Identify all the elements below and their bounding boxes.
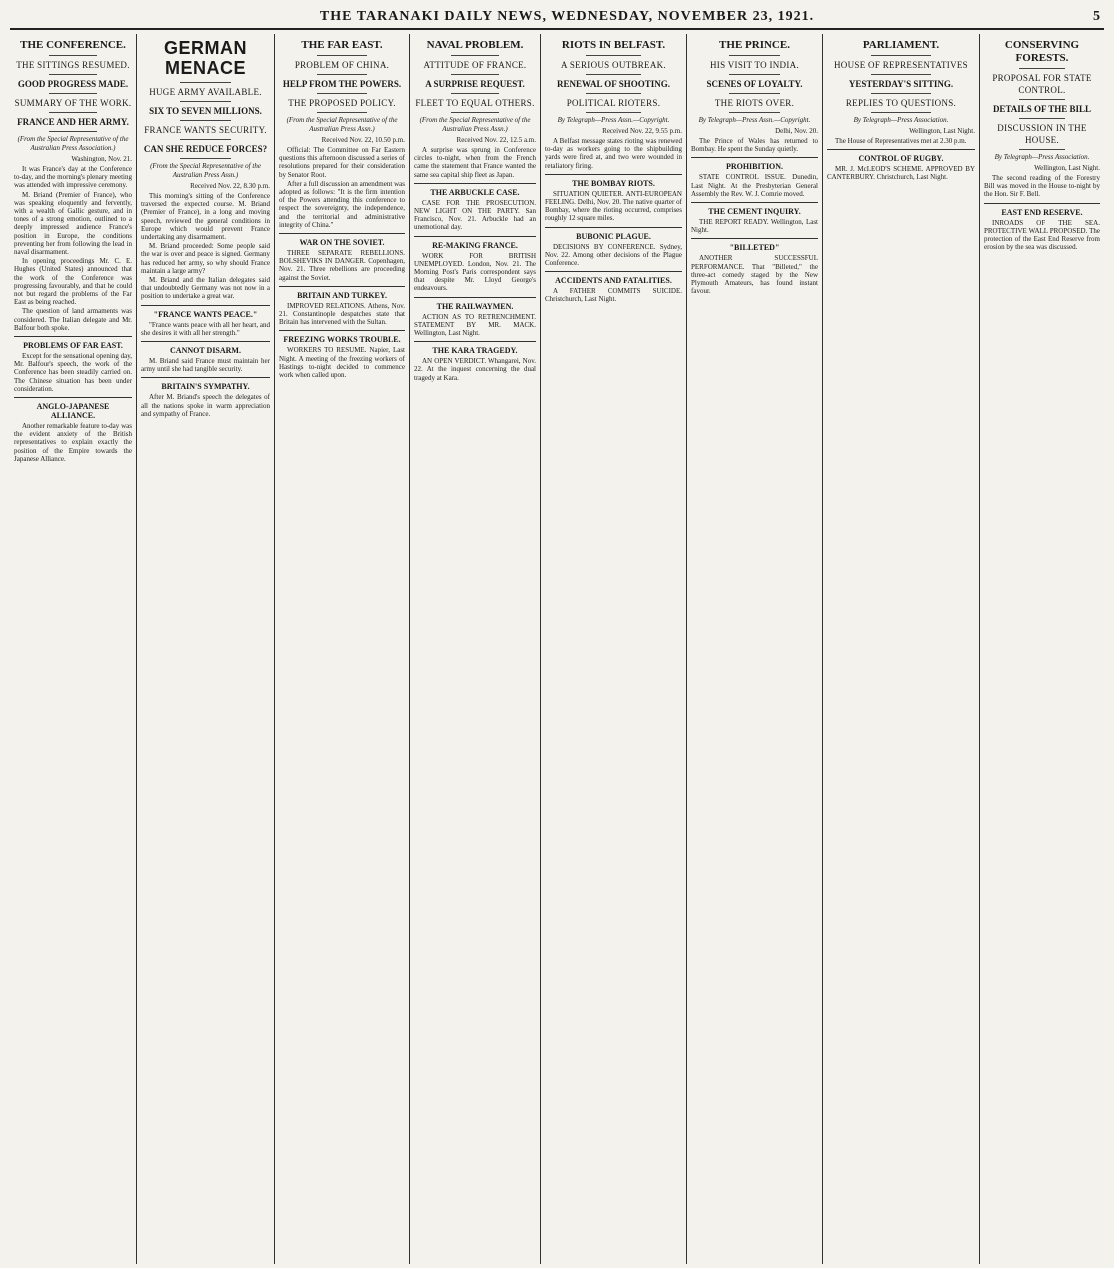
section-text: SITUATION QUIETER. ANTI-EUROPEAN FEELING. Delhi, Nov. 20. The native quarter of Bombay, where the rioting occurred, comprises roughly 12 square miles. [545, 189, 682, 223]
article-heading: PARLIAMENT. [862, 39, 940, 51]
article-subheading: THE SITTINGS RESUMED. [16, 60, 130, 70]
heading-rule [1019, 68, 1065, 69]
section-heading: ACCIDENTS AND FATALITIES. [555, 276, 672, 286]
section-text: THE REPORT READY. Wellington, Last Night. [691, 218, 818, 235]
section-heading: ANGLO-JAPANESE ALLIANCE. [36, 402, 110, 421]
article-subheading: A SERIOUS OUTBREAK. [561, 60, 666, 70]
subheading-rule [586, 74, 641, 75]
section-heading: "BILLETED" [729, 243, 780, 253]
column-6 [687, 34, 823, 1264]
section-rule [414, 183, 536, 184]
article-credit: By Telegraph—Press Association. [994, 153, 1090, 161]
subheading-rule [317, 112, 367, 113]
subheading-rule [451, 93, 500, 94]
section-heading: THE CEMENT INQUIRY. [708, 207, 801, 217]
section-rule [984, 203, 1100, 204]
masthead-title: THE TARANAKI DAILY NEWS, WEDNESDAY, NOVEMBER 23, 1921. [319, 9, 815, 24]
article-dateline: Received Nov. 22, 10.50 p.m. [321, 136, 405, 144]
column-8 [980, 34, 1104, 1264]
article-credit: (From the Special Representative of the Australian Press Assn.) [419, 116, 531, 133]
article-dateline: Washington, Nov. 21. [71, 155, 132, 163]
article-heading: NAVAL PROBLEM. [426, 39, 524, 51]
section-heading: CONTROL OF RUGBY. [858, 154, 944, 164]
article-paragraph: The question of land armaments was considered. The Italian delegate and Mr. Balfour both spoke. [14, 307, 132, 332]
subheading-rule [1019, 99, 1065, 100]
section-text: WORKERS TO RESUME. Napier, Last Night. A meeting of the freezing workers of Hastings to-night decided to commence work when called upon. [279, 346, 405, 380]
article-heading: THE CONFERENCE. [20, 39, 126, 51]
article-subheading: DISCUSSION IN THE HOUSE. [997, 123, 1087, 145]
subheading-rule [49, 93, 96, 94]
section-heading: THE BOMBAY RIOTS. [572, 178, 655, 188]
subheading-rule [871, 112, 930, 113]
article-paragraph: A Belfast message states rioting was renewed to-day as workers going to the shipbuilding yards were fired at, and two were wounded in retaliatory firing. [545, 137, 682, 170]
section-heading: RE-MAKING FRANCE. [432, 240, 518, 250]
section-text: Another remarkable feature to-day was the evident anxiety of the British representatives to explain exactly the position of the Empire towards the Japanese Alliance. [14, 422, 132, 463]
article-subheading: FRANCE WANTS SECURITY. [144, 125, 267, 135]
subheading-rule [729, 93, 780, 94]
section-heading: THE RAILWAYMEN. [436, 301, 514, 311]
subheading-rule [586, 112, 641, 113]
article-credit: By Telegraph—Press Association. [853, 116, 949, 124]
article-dateline: Wellington, Last Night. [1034, 164, 1100, 172]
subheading-rule [871, 93, 930, 94]
article [691, 39, 818, 295]
article [141, 38, 270, 418]
section-text: ACTION AS TO RETRENCHMENT. STATEMENT BY MR. MACK. Wellington, Last Night. [414, 312, 536, 338]
article-paragraph: It was France's day at the Conference to-day, and the morning's plenary meeting was attended with impressive ceremony. [14, 165, 132, 190]
article-subheading: THE PROPOSED POLICY. [288, 98, 396, 108]
article-paragraph: M. Briand (Premier of France), who was speaking eloquently and fervently, with a wealth of Gallic gesture, and in tones of a strong emotion, outlined to a deeply impressed audience France's position in Europe, the conditions preventing her from following the lead in naval disarmament. [14, 190, 132, 257]
columns-container [10, 34, 1104, 1264]
article-dateline: Received Nov. 22, 12.5 a.m. [456, 136, 536, 144]
section-rule [414, 341, 536, 342]
section-text: INROADS OF THE SEA. PROTECTIVE WALL PROPOSED. The protection of the East End Reserve from erosion by the sea was discussed. [984, 218, 1100, 252]
subheading-rule [180, 139, 232, 140]
heading-rule [317, 55, 367, 56]
section-heading: THE KARA TRAGEDY. [432, 346, 518, 356]
section-rule [545, 271, 682, 272]
article-paragraph: M. Briand proceeded: Some people said the war is over and peace is signed. Germany has reduced her army, so why should France maintain a large army? [141, 242, 270, 275]
subheading-rule [871, 74, 930, 75]
column-5 [541, 34, 687, 1264]
section-text: THREE SEPARATE REBELLIONS. BOLSHEVIKS IN DANGER. Copenhagen, Nov. 21. Three rebellions are proceeding against the Soviet. [279, 249, 405, 282]
article-subheading: POLITICAL RIOTERS. [566, 98, 661, 108]
heading-rule [451, 55, 500, 56]
article-paragraph: The House of Representatives met at 2.30 p.m. [835, 137, 967, 145]
subheading-rule [1019, 149, 1065, 150]
section-rule [279, 286, 405, 287]
section-text: A FATHER COMMITS SUICIDE. Christchurch, Last Night. [545, 287, 682, 304]
section-text: M. Briand said France must maintain her army until she had tangible security. [141, 357, 270, 374]
article-subheading: RENEWAL OF SHOOTING. [557, 79, 670, 89]
article-subheading: ATTITUDE OF FRANCE. [423, 60, 527, 70]
article-paragraph: This morning's sitting of the Conference traversed the expected course. M. Briand (Premier of France), in a long and moving speech, reviewed the general conditions in Europe which would prevent France undertaking any disarmament. [141, 192, 270, 242]
heading-rule [586, 55, 641, 56]
article-dateline: Received Nov. 22, 8.30 p.m. [190, 182, 270, 190]
subheading-rule [729, 74, 780, 75]
section-text: IMPROVED RELATIONS. Athens, Nov. 21. Constantinople despatches state that Britain has intervened with the Sultan. [279, 301, 405, 327]
article-paragraph: The Prince of Wales has returned to Bombay. He spent the Sunday quietly. [691, 137, 818, 154]
section-heading: BUBONIC PLAGUE. [576, 231, 651, 241]
subheading-rule [180, 158, 232, 159]
article-subheading: FLEET TO EQUAL OTHERS. [415, 98, 535, 108]
section-heading: THE ARBUCKLE CASE. [430, 187, 520, 197]
column-4 [410, 34, 541, 1264]
article-heading: RIOTS IN BELFAST. [561, 39, 666, 51]
article-credit: By Telegraph—Press Assn.—Copyright. [557, 116, 670, 124]
section-text: STATE CONTROL ISSUE. Dunedin, Last Night. At the Presbyterian General Assembly the Rev. W. J. Comrie moved. [691, 173, 818, 198]
article [14, 39, 132, 463]
section-rule [414, 297, 536, 298]
subheading-rule [317, 74, 367, 75]
article [545, 39, 682, 304]
section-rule [141, 341, 270, 342]
subheading-rule [729, 112, 780, 113]
article-dateline: Delhi, Nov. 20. [775, 127, 818, 135]
heading-rule [871, 55, 930, 56]
article-heading: CONSERVING FORESTS. [1004, 39, 1080, 64]
column-2 [137, 34, 275, 1264]
subheading-rule [49, 112, 96, 113]
section-text: MR. J. McLEOD'S SCHEME. APPROVED BY CANTERBURY. Christchurch, Last Night. [827, 165, 975, 182]
heading-rule [49, 55, 96, 56]
subheading-rule [586, 93, 641, 94]
section-rule [141, 305, 270, 306]
article-paragraph: After a full discussion an amendment was adopted as follows: "It is the firm intention of the Powers attending this conference to respect the sovereignty, the independence, and the territorial and administrative integrity of China." [279, 179, 405, 229]
article-subheading: REPLIES TO QUESTIONS. [845, 98, 957, 108]
section-rule [827, 149, 975, 150]
section-text: Except for the sensational opening day, Mr. Balfour's speech, the work of the Conference has been steadily carried on. The Chinese situation has been under consideration. [14, 352, 132, 393]
section-text: After M. Briand's speech the delegates of all the nations spoke in warm appreciation and sympathy of France. [141, 393, 270, 418]
heading-rule [729, 55, 780, 56]
section-text: "France wants peace with all her heart, and she desires it with all her strength." [141, 320, 270, 337]
article-credit: (From the Special Representative of the Australian Press Assn.) [150, 162, 261, 179]
article-paragraph: M. Briand and the Italian delegates said that undoubtedly Germany was not now in a position to undertake a great war. [141, 276, 270, 301]
section-rule [279, 330, 405, 331]
article-subheading: PROPOSAL FOR STATE CONTROL. [992, 73, 1092, 95]
column-3 [275, 34, 410, 1264]
article-heading: GERMAN MENACE [164, 38, 247, 78]
article-subheading: HELP FROM THE POWERS. [282, 79, 402, 89]
article-credit: By Telegraph—Press Assn.—Copyright. [698, 116, 811, 124]
article-paragraph: Official: The Committee on Far Eastern questions this afternoon discussed a series of resolutions prepared for their consideration by Senator Root. [279, 146, 405, 179]
article-credit: (From the Special Representative of the Australian Press Assn.) [286, 116, 398, 133]
article [414, 39, 536, 382]
section-rule [691, 157, 818, 158]
subheading-rule [49, 131, 96, 132]
heading-rule [180, 82, 232, 83]
article [827, 39, 975, 182]
article-subheading: HUGE ARMY AVAILABLE. [149, 87, 262, 97]
article [984, 39, 1100, 251]
article-dateline: Wellington, Last Night. [909, 127, 975, 135]
column-1 [10, 34, 137, 1264]
subheading-rule [1019, 118, 1065, 119]
section-heading: PROBLEMS OF FAR EAST. [23, 341, 123, 351]
section-heading: EAST END RESERVE. [1001, 207, 1083, 217]
section-rule [691, 238, 818, 239]
article-subheading: SIX TO SEVEN MILLIONS. [149, 106, 262, 116]
section-heading: "FRANCE WANTS PEACE." [153, 309, 258, 319]
section-text: AN OPEN VERDICT. Whangarei, Nov. 22. At the inquest concerning the dual tragedy at Kara. [414, 357, 536, 382]
article-subheading: PROBLEM OF CHINA. [294, 60, 390, 70]
section-text: DECISIONS BY CONFERENCE. Sydney, Nov. 22. Among other decisions of the Plague Conference. [545, 242, 682, 268]
article-subheading: SUMMARY OF THE WORK. [14, 98, 132, 108]
section-heading: PROHIBITION. [725, 162, 784, 172]
article-paragraph: A surprise was sprung in Conference circles to-night, when from the French came the statement that France wanted the same sea capital ship fleet as Japan. [414, 146, 536, 179]
article-subheading: FRANCE AND HER ARMY. [17, 117, 129, 127]
article-subheading: HOUSE OF REPRESENTATIVES [834, 60, 968, 70]
article-subheading: DETAILS OF THE BILL [992, 104, 1092, 114]
section-text: WORK FOR BRITISH UNEMPLOYED. London, Nov. 21. The Morning Post's Paris correspondent says that despite Mr. Lloyd George's endeavours. [414, 251, 536, 293]
section-heading: WAR ON THE SOVIET. [299, 238, 385, 248]
subheading-rule [451, 74, 500, 75]
article [279, 39, 405, 379]
article-subheading: SCENES OF LOYALTY. [706, 79, 803, 89]
article-paragraph: In opening proceedings Mr. C. E. Hughes (United States) announced that the work of the Conference was progressing favourably, and that he could not but regard the problems of the Far East as being reached. [14, 257, 132, 307]
masthead [10, 6, 1104, 30]
section-heading: BRITAIN AND TURKEY. [297, 290, 387, 300]
section-heading: BRITAIN'S SYMPATHY. [161, 382, 250, 392]
article-heading: THE FAR EAST. [301, 39, 383, 51]
section-rule [141, 377, 270, 378]
article-subheading: A SURPRISE REQUEST. [425, 79, 525, 89]
section-rule [545, 174, 682, 175]
column-7 [823, 34, 980, 1264]
section-rule [279, 233, 405, 234]
subheading-rule [180, 120, 232, 121]
section-rule [545, 227, 682, 228]
article-heading: THE PRINCE. [719, 39, 790, 51]
section-rule [414, 236, 536, 237]
section-rule [14, 397, 132, 398]
page-number: 5 [1093, 9, 1100, 24]
article-subheading: CAN SHE REDUCE FORCES? [143, 144, 268, 154]
article-paragraph: The second reading of the Forestry Bill was moved in the House to-night by the Hon. Sir F. Bell. [984, 174, 1100, 199]
article-dateline: Received Nov. 22, 9.55 p.m. [602, 127, 682, 135]
section-heading: CANNOT DISARM. [170, 346, 241, 356]
subheading-rule [180, 101, 232, 102]
article-subheading: HIS VISIT TO INDIA. [709, 60, 800, 70]
section-heading: FREEZING WORKS TROUBLE. [283, 335, 401, 345]
subheading-rule [317, 93, 367, 94]
article-subheading: YESTERDAY'S SITTING. [848, 79, 954, 89]
section-text: ANOTHER SUCCESSFUL PERFORMANCE. That "Billeted," the three-act comedy staged by the New Plymouth Amateurs, has found instant favour. [691, 254, 818, 296]
article-credit: (From the Special Representative of the Australian Press Association.) [17, 135, 129, 152]
subheading-rule [451, 112, 500, 113]
section-rule [691, 202, 818, 203]
article-subheading: GOOD PROGRESS MADE. [17, 79, 129, 89]
article-subheading: THE RIOTS OVER. [714, 98, 795, 108]
section-rule [14, 336, 132, 337]
subheading-rule [49, 74, 96, 75]
section-text: CASE FOR THE PROSECUTION. NEW LIGHT ON THE PARTY. San Francisco, Nov. 21. Arbuckle had an unemotional day. [414, 198, 536, 232]
